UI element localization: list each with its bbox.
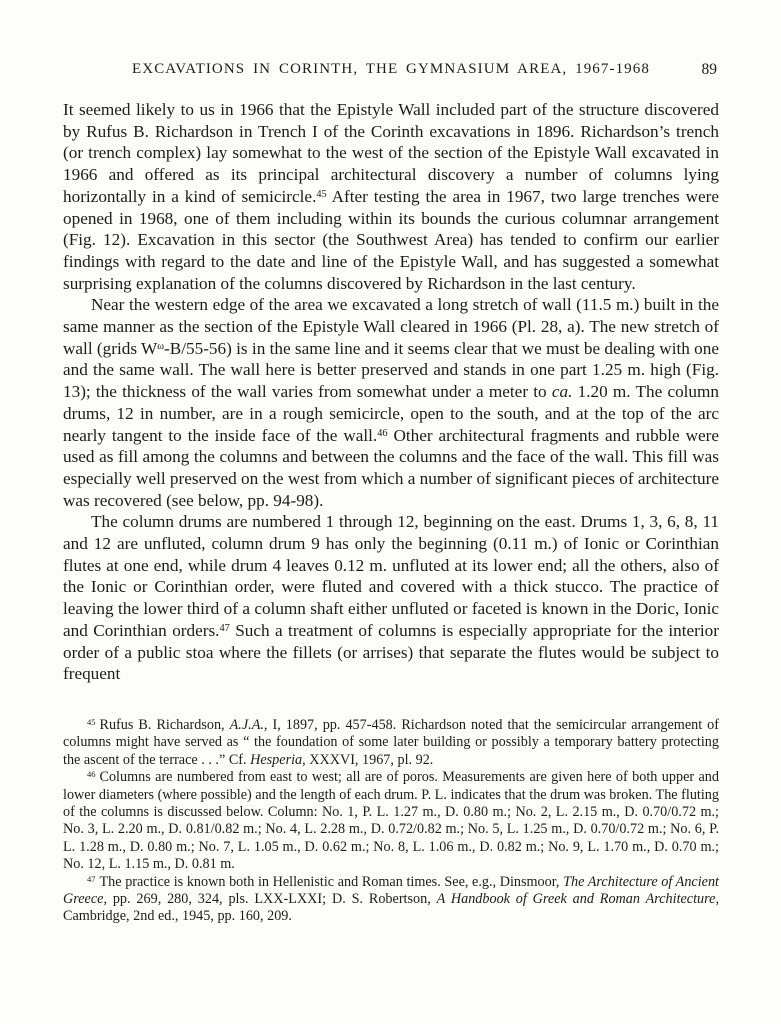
paragraph <box>63 294 719 511</box>
text-segment: , Cambridge, 2nd ed., 1945, pp. 160, 209. <box>63 891 719 925</box>
text-segment: The Architecture of Ancient Greece <box>63 873 719 908</box>
text-segment: Other architectural fragments and rubble were used as fill among the columns and between the columns and the face of the wall. This fill was especially well preserved on the west from which a number of significant pieces of architecture was recovered (see below, pp. 94-98). <box>63 425 719 510</box>
text-segment: -B/55-56) is in the same line and it seems clear that we must be dealing with one and the same wall. The wall here is better preserved and stands in one part 1.25 m. high (Fig. 13); the thickness of the wall varies from somewhat under a meter to <box>63 338 719 402</box>
footnotes-section <box>63 717 719 926</box>
footnote-number: 47 <box>87 873 96 884</box>
page-header <box>63 61 719 79</box>
text-segment: 1.20 m. The column drums, 12 in number, are in a rough semicircle, open to the south, and at the top of the arc nearly tangent to the inside face of the wall. <box>63 382 719 445</box>
text-segment: It seemed likely to us in 1966 that the Epistyle Wall included part of the structure discovered by Rufus B. Richardson in Trench I of the Corinth excavations in 1896. Richardson’s trench (or trench complex) lay somewhat to the west of the section of the Epistyle Wall excavated in 1966 and offered as its principal architectural discovery a number of columns lying horizontally in a kind of semicircle. <box>63 100 719 206</box>
text-segment: , pp. 269, 280, 324, pls. LXX-LXXI; D. S. Robertson, <box>103 891 437 908</box>
superscript-ref: 46 <box>377 427 388 439</box>
text-segment: A Handbook of Greek and Roman Architecture <box>436 891 716 908</box>
paragraph <box>63 99 719 294</box>
text-segment: The column drums are numbered 1 through 12, beginning on the east. Drums 1, 3, 6, 8, 11 and 12 are unfluted, column drum 9 has only the beginning (0.11 m.) of Ionic or Corinthian flutes at one end, while drum 4 leaves 0.12 m. unfluted at its lower end; all the others, also of the Ionic or Corinthian order, were fluted and covered with a thick stucco. The practice of leaving the lower third of a column shaft either unfluted or faceted is known in the Doric, Ionic and Corinthian orders. <box>63 512 719 640</box>
text-segment: , XXXVI, 1967, pl. 92. <box>302 751 434 768</box>
text-segment: Rufus B. Richardson, <box>99 716 230 733</box>
text-segment: Such a treatment of columns is especially appropriate for the interior order of a public stoa where the fillets (or arrises) that separate the flutes would be subject to frequent <box>63 620 720 684</box>
running-title: EXCAVATIONS IN CORINTH, THE GYMNASIUM AREA, 1967-1968 <box>132 61 650 77</box>
superscript-ref: 45 <box>316 188 327 200</box>
text-segment: Near the western edge of the area we excavated a long stretch of wall (11.5 m.) built in the same manner as the section of the Epistyle Wall cleared in 1966 (Pl. 28, a). The new stretch of wall (grids W <box>63 295 719 358</box>
footnote-number: 46 <box>87 769 96 780</box>
superscript-ref: ω <box>157 340 165 352</box>
footnote-number: 45 <box>87 716 96 727</box>
text-segment: Columns are numbered from east to west; all are of poros. Measurements are given here of both upper and lower diameters (where possible) and the length of each drum. P. L. indicates that the drum was broken. The fluting of the columns is discussed below. Column: No. 1, P. L. 1.27 m., D. 0.80 m.; No. 2, L. 2.15 m., D. 0.70/0.72 m.; No. 3, L. 2.20 m., D. 0.81/0.82 m.; No. 4, L. 2.28 m., D. 0.72/0.82 m.; No. 5, L. 1.25 m., D. 0.70/0.72 m.; No. 6, P. L. 1.28 m., D. 0.80 m.; No. 7, L. 1.05 m., D. 0.62 m.; No. 8, L. 1.06 m., D. 0.82 m.; No. 9, L. 1.70 m., D. 0.70 m.; No. 12, L. 1.15 m., D. 0.81 m. <box>63 769 719 873</box>
text-segment: ca. <box>551 382 573 402</box>
text-segment: Hesperia <box>250 751 303 768</box>
page-number: 89 <box>701 61 717 78</box>
text-segment: The practice is known both in Hellenistic and Roman times. See, e.g., Dinsmoor, <box>99 873 564 890</box>
paragraph <box>63 511 719 685</box>
text-segment: A.J.A. <box>229 716 264 733</box>
footnote <box>63 769 719 873</box>
text-segment: , I, 1897, pp. 457-458. Richardson noted that the semicircular arrangement of columns might have served as “ the foundation of some later building or possibly a temporary battery protecting the ascent of the terrace . . .” Cf. <box>63 716 720 768</box>
body-text <box>63 99 719 685</box>
superscript-ref: 47 <box>219 622 230 634</box>
footnote <box>63 874 719 926</box>
text-segment: After testing the area in 1967, two large trenches were opened in 1968, one of them including within its bounds the curious columnar arrangement (Fig. 12). Excavation in this sector (the Southwest Area) has tended to confirm our earlier findings with regard to the date and line of the Epistyle Wall, and has suggested a somewhat surprising explanation of the columns discovered by Richardson in the last century. <box>63 186 719 293</box>
footnote <box>63 717 719 769</box>
